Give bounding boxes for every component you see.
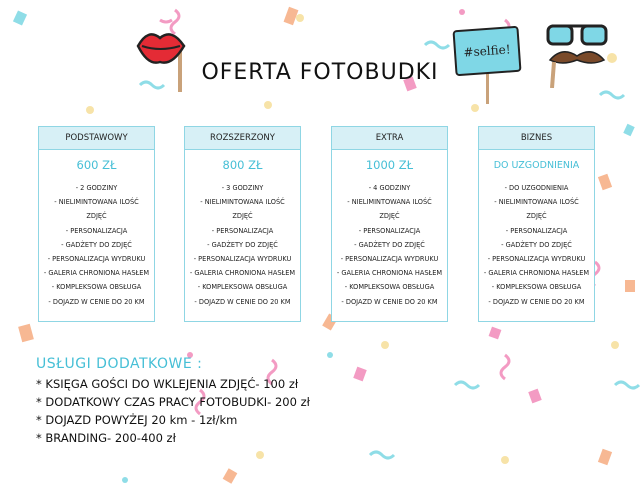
feature-item: - GALERIA CHRONIONA HASŁEM bbox=[43, 269, 150, 278]
feature-item: - KOMPLEKSOWA OBSŁUGA bbox=[344, 283, 435, 292]
feature-item: - PERSONALIZACJA WYDRUKU bbox=[487, 255, 586, 264]
feature-item: - DOJAZD W CENIE DO 20 KM bbox=[48, 297, 145, 306]
selfie-sign-text: #selfie! bbox=[452, 26, 521, 76]
feature-item: ZDJĘĆ bbox=[526, 212, 547, 221]
feature-item: - KOMPLEKSOWA OBSŁUGA bbox=[197, 283, 288, 292]
package-name: EXTRA bbox=[332, 127, 447, 150]
package-price: DO UZGODNIENIA bbox=[493, 160, 580, 171]
extras-item: * DODATKOWY CZAS PRACY FOTOBUDKI- 200 zł bbox=[36, 395, 310, 409]
feature-item: ZDJĘĆ bbox=[379, 212, 400, 221]
package-card-biznes bbox=[478, 126, 595, 322]
feature-item: - PERSONALIZACJA bbox=[505, 226, 568, 235]
feature-item: - PERSONALIZACJA WYDRUKU bbox=[193, 255, 292, 264]
feature-item: - GADŻETY DO ZDJĘĆ bbox=[207, 240, 278, 249]
extras-title: USŁUGI DODATKOWE : bbox=[36, 356, 203, 372]
feature-item: - 3 GODZINY bbox=[221, 184, 264, 192]
feature-item: - NIELIMINTOWANA ILOŚĆ bbox=[200, 198, 285, 207]
page-title: OFERTA FOTOBUDKI bbox=[201, 60, 439, 85]
feature-item: ZDJĘĆ bbox=[86, 212, 107, 221]
feature-item: - KOMPLEKSOWA OBSŁUGA bbox=[491, 283, 582, 292]
feature-item: - GALERIA CHRONIONA HASŁEM bbox=[336, 269, 443, 278]
feature-item: - NIELIMINTOWANA ILOŚĆ bbox=[347, 198, 432, 207]
feature-item: - 2 GODZINY bbox=[75, 184, 118, 192]
package-price: 1000 ZŁ bbox=[365, 158, 414, 172]
feature-item: - DO UZGODNIENIA bbox=[504, 184, 569, 192]
feature-item: - GADŻETY DO ZDJĘĆ bbox=[501, 240, 572, 249]
feature-item: - DOJAZD W CENIE DO 20 KM bbox=[341, 297, 438, 306]
feature-item: ZDJĘĆ bbox=[232, 212, 253, 221]
package-name: ROZSZERZONY bbox=[185, 127, 300, 150]
feature-item: - GALERIA CHRONIONA HASŁEM bbox=[189, 269, 296, 278]
feature-item: - KOMPLEKSOWA OBSŁUGA bbox=[51, 283, 142, 292]
package-name: BIZNES bbox=[479, 127, 594, 150]
package-card-podstawowy bbox=[38, 126, 155, 322]
feature-item: - GALERIA CHRONIONA HASŁEM bbox=[483, 269, 590, 278]
extras-item: * KSIĘGA GOŚCI DO WKLEJENIA ZDJĘĆ- 100 zł bbox=[36, 377, 299, 391]
extras-item: * DOJAZD POWYŻEJ 20 km - 1zł/km bbox=[36, 413, 238, 427]
extras-item: * BRANDING- 200-400 zł bbox=[36, 431, 176, 445]
feature-item: - PERSONALIZACJA bbox=[358, 226, 421, 235]
package-price: 600 ZŁ bbox=[76, 158, 117, 172]
feature-item: - PERSONALIZACJA bbox=[211, 226, 274, 235]
feature-item: - 4 GODZINY bbox=[368, 184, 411, 192]
package-card-rozszerzony bbox=[184, 126, 301, 322]
feature-item: - DOJAZD W CENIE DO 20 KM bbox=[194, 297, 291, 306]
feature-item: - NIELIMINTOWANA ILOŚĆ bbox=[54, 198, 139, 207]
package-name: PODSTAWOWY bbox=[39, 127, 154, 150]
feature-item: - PERSONALIZACJA WYDRUKU bbox=[47, 255, 146, 264]
feature-item: - GADŻETY DO ZDJĘĆ bbox=[354, 240, 425, 249]
package-price: 800 ZŁ bbox=[222, 158, 263, 172]
package-card-extra bbox=[331, 126, 448, 322]
feature-item: - PERSONALIZACJA WYDRUKU bbox=[340, 255, 439, 264]
feature-item: - GADŻETY DO ZDJĘĆ bbox=[61, 240, 132, 249]
extras-list bbox=[36, 375, 310, 447]
feature-item: - DOJAZD W CENIE DO 20 KM bbox=[488, 297, 585, 306]
feature-item: - NIELIMINTOWANA ILOŚĆ bbox=[494, 198, 579, 207]
feature-item: - PERSONALIZACJA bbox=[65, 226, 128, 235]
